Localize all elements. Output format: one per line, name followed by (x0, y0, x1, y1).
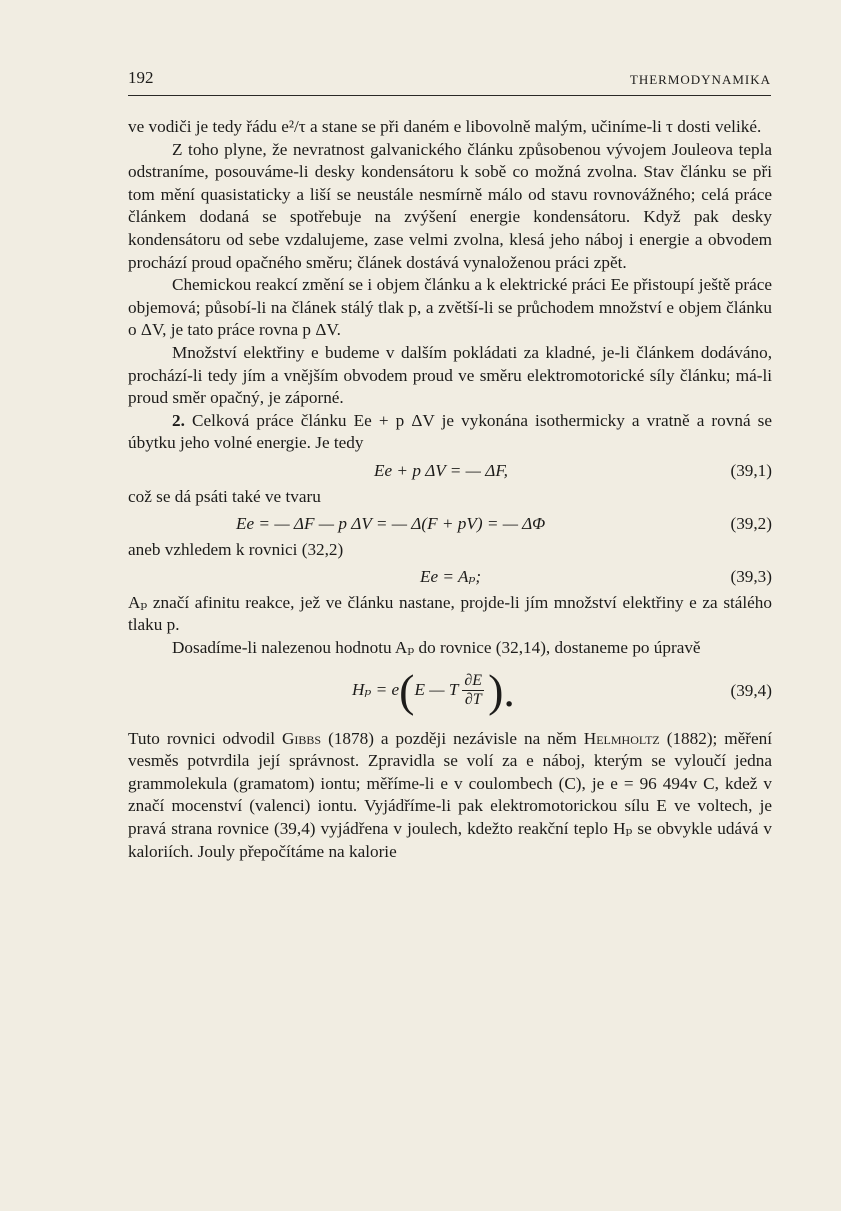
equation-39-3-formula: Ee = Aₚ; (420, 567, 482, 587)
section-number: 2. (172, 410, 185, 430)
equation-39-4-formula (352, 664, 515, 716)
paragraph-10-c: (1882); měření vesměs potvrdila její správnost. Zpravidla se volí za e náboj, kterým se vyloučí jedna grammolekula (gramatom) iontu; měříme-li e v coulombech (C), je e = 96 494v C, kdež v značí mocenství (valenci) iontu. Vyjádříme-li pak elektromotorickou sílu E ve voltech, je pravá strana rovnice (39,4) vyjádřena v joulech, kdežto reakční teplo Hₚ se obvykle udává v kaloriích. Jouly přepočítáme na kalorie (128, 728, 773, 861)
equation-39-4-open-paren: ( (399, 664, 415, 716)
equation-39-3-number: (39,3) (730, 567, 772, 587)
equation-39-2-formula: Ee = — ΔF — p ΔV = — Δ(F + pV) = — ΔΦ (236, 514, 546, 534)
paragraph-6: což se dá psáti také ve tvaru (128, 486, 321, 506)
running-title: THERMODYNAMIKA (629, 72, 771, 87)
equation-39-3 (128, 566, 772, 589)
text-body (128, 116, 772, 863)
paragraph-10 (128, 728, 772, 864)
author-gibbs: Gibbs (282, 728, 322, 748)
paragraph-8: Aₚ značí afinitu reakce, jež ve článku nastane, projde-li jím množství elektřiny e za stálého tlaku p. (128, 592, 772, 635)
fraction-denominator: ∂T (464, 691, 482, 709)
paragraph-5 (128, 410, 772, 455)
equation-39-1-formula: Ee + p ΔV = — ΔF, (374, 460, 508, 480)
equation-39-4-lhs: Hₚ = e (352, 680, 400, 700)
equation-39-4-inner: E — T (414, 680, 459, 700)
paragraph-9: Dosadíme-li nalezenou hodnotu Aₚ do rovnice (32,14), dostaneme po úpravě (172, 638, 701, 658)
equation-39-4 (128, 664, 772, 722)
equation-39-2 (128, 513, 772, 536)
page-number: 192 (128, 68, 154, 87)
equation-39-1-number: (39,1) (730, 460, 772, 480)
author-helmholtz: Helmholtz (583, 728, 660, 748)
paragraph-4: Množství elektřiny e budeme v dalším pokládati za kladné, je-li článkem dodáváno, prochází-li tedy jím a vnějším obvodem proud ve směru elektromotorické síly článku; má-li proud směr opačný, je záporné. (128, 342, 772, 408)
equation-39-4-close-paren: ). (488, 664, 515, 716)
fraction-numerator: ∂E (464, 672, 483, 690)
header-rule (128, 95, 771, 96)
paragraph-3: Chemickou reakcí změní se i objem článku a k elektrické práci Ee přistoupí ještě práce objemová; působí-li na článek stálý tlak p, a zvětší-li se průchodem množství e objem článku o ΔV, je tato práce rovna p ΔV. (128, 275, 772, 340)
equation-39-4-number: (39,4) (730, 680, 772, 700)
equation-39-1 (128, 460, 772, 483)
paragraph-2: Z toho plyne, že nevratnost galvanického článku způsobenou vývojem Jouleova tepla odstraníme, posouváme-li desky kondensátoru k sobě co možná zvolna. Stav článku se při tom mění quasistaticky a liší se neustále nesmírně málo od stavu rovnovážného; celá práce článkem dodaná se spotřebuje na zvýšení energie kondensátoru. Když pak desky kondensátoru od sebe vzdalujeme, zase velmi zvolna, klesá jeho náboj i energie a obvodem prochází proud opačného směru; článek dostává vynaloženou práci zpět. (128, 139, 772, 272)
partial-derivative-fraction (462, 672, 484, 709)
equation-39-2-number: (39,2) (730, 514, 772, 534)
paragraph-7: aneb vzhledem k rovnici (32,2) (128, 539, 344, 559)
paragraph-1: ve vodiči je tedy řádu e²/τ a stane se při daném e libovolně malým, učiníme-li τ dosti veliké. (128, 117, 762, 136)
paragraph-10-a: Tuto rovnici odvodil (128, 728, 276, 748)
paragraph-10-b: (1878) a později nezávisle na něm (328, 728, 577, 748)
paragraph-5-text: Celková práce článku Ee + p ΔV je vykonána isothermicky a vratně a rovná se úbytku jeho volné energie. Je tedy (128, 410, 772, 453)
